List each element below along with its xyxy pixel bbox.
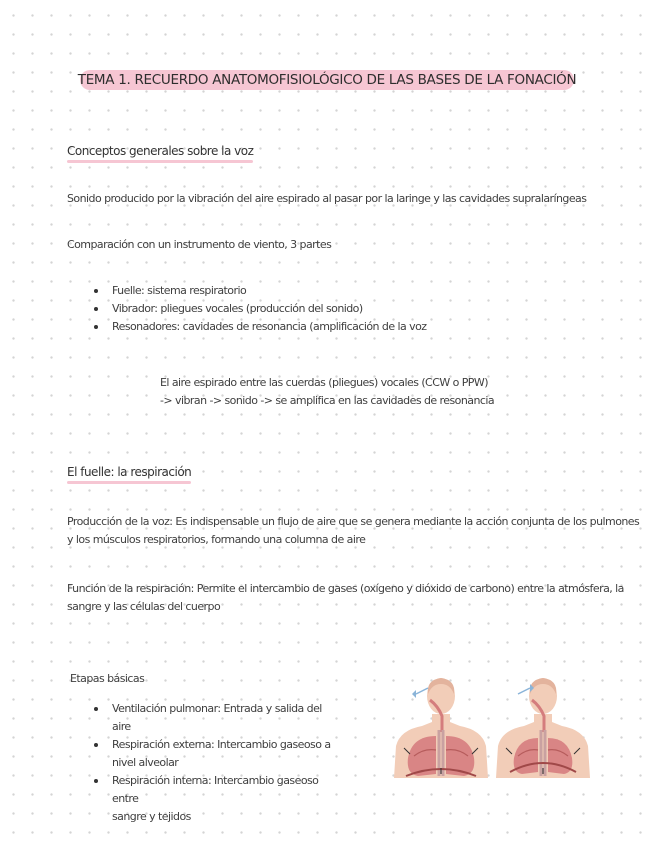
respiratory-illustration <box>494 676 592 778</box>
section-heading-concepts: Conceptos generales sobre la voz <box>67 144 253 162</box>
airflow-note-line1: El aire espirado entre las cuerdas (pliegues) vocales (CCW o PPW) <box>160 376 488 389</box>
respiration-function-line1: Función de la respiración: Permite el intercambio de gases (oxígeno y dióxido de carbono) entre la atmósfera, la <box>67 582 624 595</box>
instrument-parts-list <box>92 282 427 336</box>
page-title: TEMA 1. RECUERDO ANATOMOFISIOLÓGICO DE LAS BASES DE LA FONACIÓN <box>77 72 577 88</box>
section-heading-bellows: El fuelle: la respiración <box>67 465 191 483</box>
stages-list <box>92 700 342 826</box>
voice-definition: Sonido producido por la vibración del aire espirado al pasar por la laringe y las cavidades supralaríngeas <box>67 192 587 205</box>
list-item: Fuelle: sistema respiratorio <box>92 282 427 300</box>
stage-text: Ventilación pulmonar: Entrada y salida del aire <box>112 702 322 733</box>
instrument-comparison: Comparación con un instrumento de viento, 3 partes <box>67 238 332 251</box>
stage-text: Respiración externa: Intercambio gaseoso a <box>112 738 331 751</box>
respiratory-system-figure-inhale <box>392 676 490 778</box>
list-item <box>92 736 342 772</box>
respiratory-system-figure-exhale <box>494 676 592 778</box>
list-item <box>92 772 342 826</box>
voice-production-line1: Producción de la voz: Es indispensable un flujo de aire que se genera mediante la acción conjunta de los pulmones <box>67 515 640 528</box>
stage-text-cont: sangre y tejidos <box>112 810 191 823</box>
stage-text: Respiración interna: Intercambio gaseoso entre <box>112 774 319 805</box>
stages-label: Etapas básicas <box>70 672 145 685</box>
respiratory-illustration <box>392 676 490 778</box>
list-item <box>92 700 342 736</box>
stage-text-cont: nivel alveolar <box>112 756 179 769</box>
airflow-note-line2: -> vibran -> sonido -> se amplifica en las cavidades de resonancia <box>160 394 495 407</box>
voice-production-line2: y los músculos respiratorios, formando una columna de aire <box>67 533 366 546</box>
list-item: Vibrador: pliegues vocales (producción del sonido) <box>92 300 427 318</box>
list-item: Resonadores: cavidades de resonancia (amplificación de la voz <box>92 318 427 336</box>
respiration-function-line2: sangre y las células del cuerpo <box>67 600 221 613</box>
